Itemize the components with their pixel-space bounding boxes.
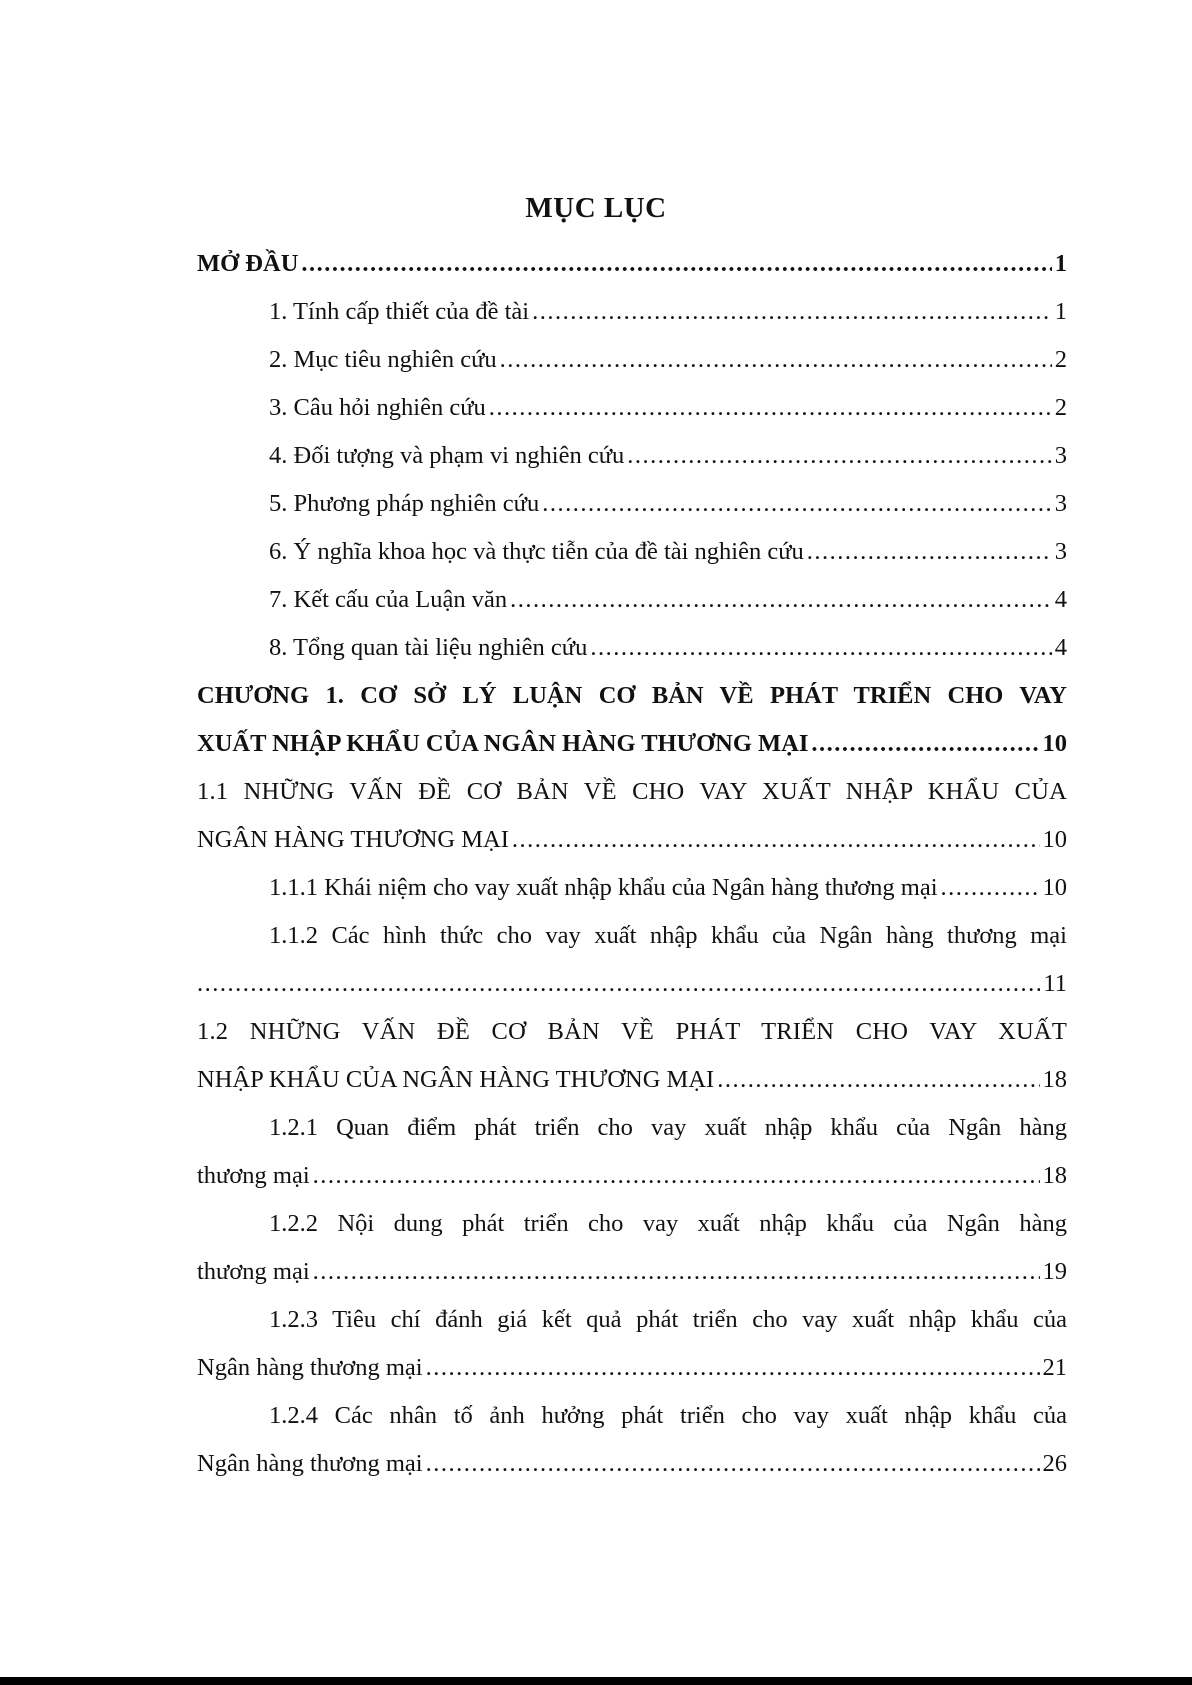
toc-entry-label: 5. Phương pháp nghiên cứu xyxy=(269,490,540,517)
toc-entry-label: 1. Tính cấp thiết của đề tài xyxy=(269,298,530,325)
toc-entry[interactable] xyxy=(197,240,1067,288)
toc-leader-dots xyxy=(426,1344,1040,1392)
toc-entry[interactable] xyxy=(197,432,1067,480)
toc-page-number: 19 xyxy=(1042,1258,1067,1285)
toc-entry[interactable] xyxy=(197,864,1067,912)
toc-entry-label-line1: 1.1.2 Các hình thức cho vay xuất nhập khẩu của Ngân hàng thương mại xyxy=(269,922,1067,949)
toc-page-number: 1 xyxy=(1054,250,1067,277)
toc-leader-dots xyxy=(512,816,1040,864)
toc-entry-1-2-3[interactable] xyxy=(197,1296,1067,1392)
toc-leader-dots xyxy=(590,624,1051,672)
toc-page-number: 3 xyxy=(1054,538,1067,565)
toc-entry-label: MỞ ĐẦU xyxy=(197,250,299,277)
toc-entry-label-line2: Ngân hàng thương mại xyxy=(197,1450,423,1477)
toc-entry-1-1-2[interactable] xyxy=(197,912,1067,1008)
toc-page-number: 21 xyxy=(1042,1354,1067,1381)
toc-entry-label-line2: NHẬP KHẨU CỦA NGÂN HÀNG THƯƠNG MẠI xyxy=(197,1066,715,1093)
toc-leader-dots xyxy=(313,1248,1040,1296)
toc-page-number: 1 xyxy=(1054,298,1067,325)
page-bottom-edge xyxy=(0,1677,1192,1685)
toc-entry-label: 1.1.1 Khái niệm cho vay xuất nhập khẩu của Ngân hàng thương mại xyxy=(269,874,938,901)
toc-leader-dots xyxy=(426,1440,1040,1488)
toc-page-number: 4 xyxy=(1054,586,1067,613)
toc-entry-label: 4. Đối tượng và phạm vi nghiên cứu xyxy=(269,442,625,469)
toc-entry-label-line2: XUẤT NHẬP KHẨU CỦA NGÂN HÀNG THƯƠNG MẠI xyxy=(197,730,809,757)
toc-leader-dots xyxy=(301,240,1051,288)
toc-page-number: 18 xyxy=(1042,1066,1067,1093)
toc-entry[interactable] xyxy=(197,384,1067,432)
toc-page-number: 3 xyxy=(1054,490,1067,517)
toc-entry[interactable] xyxy=(197,528,1067,576)
toc-entry-label-line1: 1.2.1 Quan điểm phát triển cho vay xuất nhập khẩu của Ngân hàng xyxy=(269,1114,1067,1141)
toc-entry[interactable] xyxy=(197,480,1067,528)
toc-leader-dots xyxy=(532,288,1052,336)
toc-leader-dots xyxy=(811,720,1039,768)
toc-leader-dots xyxy=(941,864,1040,912)
toc-leader-dots xyxy=(542,480,1052,528)
toc-entry-label: 8. Tổng quan tài liệu nghiên cứu xyxy=(269,634,588,661)
toc-entry-label: 3. Câu hỏi nghiên cứu xyxy=(269,394,486,421)
toc-page-number: 10 xyxy=(1042,874,1067,901)
toc-page-number: 10 xyxy=(1042,826,1067,853)
toc-page-number: 11 xyxy=(1043,970,1067,997)
toc-page-number: 26 xyxy=(1042,1450,1067,1477)
toc-leader-dots xyxy=(197,960,1040,1008)
toc-entry[interactable] xyxy=(197,288,1067,336)
toc-entry-1-2-1[interactable] xyxy=(197,1104,1067,1200)
toc-entry-section-1-1[interactable] xyxy=(197,768,1067,864)
toc-leader-dots xyxy=(313,1152,1040,1200)
toc-entry[interactable] xyxy=(197,624,1067,672)
toc-leader-dots xyxy=(510,576,1052,624)
toc-page-number: 10 xyxy=(1042,730,1067,757)
toc-entry-label-line2: thương mại xyxy=(197,1258,310,1285)
toc-page-number: 2 xyxy=(1054,394,1067,421)
toc-entry[interactable] xyxy=(197,576,1067,624)
toc-entry-label-line2: Ngân hàng thương mại xyxy=(197,1354,423,1381)
toc-page-number: 4 xyxy=(1054,634,1067,661)
toc-entry-label-line1: 1.2.2 Nội dung phát triển cho vay xuất nhập khẩu của Ngân hàng xyxy=(269,1210,1067,1237)
toc-entry-label-line1: CHƯƠNG 1. CƠ SỞ LÝ LUẬN CƠ BẢN VỀ PHÁT TRIỂN CHO VAY xyxy=(197,682,1067,709)
toc-page-number: 18 xyxy=(1042,1162,1067,1189)
toc-entry-section-1-2[interactable] xyxy=(197,1008,1067,1104)
page-title: MỤC LỤC xyxy=(525,192,667,224)
toc-page-number: 3 xyxy=(1054,442,1067,469)
toc-entry-1-2-2[interactable] xyxy=(197,1200,1067,1296)
toc-leader-dots xyxy=(500,336,1052,384)
toc-page-number: 2 xyxy=(1054,346,1067,373)
toc-entry-label-line1: 1.2 NHỮNG VẤN ĐỀ CƠ BẢN VỀ PHÁT TRIỂN CHO VAY XUẤT xyxy=(197,1018,1067,1045)
toc-entry-label-line1: 1.2.4 Các nhân tố ảnh hưởng phát triển cho vay xuất nhập khẩu của xyxy=(269,1402,1067,1429)
toc-entry-chapter-1[interactable] xyxy=(197,672,1067,768)
toc-entry-label-line2: NGÂN HÀNG THƯƠNG MẠI xyxy=(197,826,509,853)
toc-leader-dots xyxy=(807,528,1052,576)
toc-leader-dots xyxy=(717,1056,1039,1104)
toc-entry-label-line1: 1.2.3 Tiêu chí đánh giá kết quả phát triển cho vay xuất nhập khẩu của xyxy=(269,1306,1067,1333)
toc-entry[interactable] xyxy=(197,336,1067,384)
toc-entry-1-2-4[interactable] xyxy=(197,1392,1067,1488)
toc-entry-label-line2: thương mại xyxy=(197,1162,310,1189)
toc-entry-label: 7. Kết cấu của Luận văn xyxy=(269,586,508,613)
toc-entry-label-line1: 1.1 NHỮNG VẤN ĐỀ CƠ BẢN VỀ CHO VAY XUẤT NHẬP KHẨU CỦA xyxy=(197,778,1067,805)
toc-entry-label: 6. Ý nghĩa khoa học và thực tiễn của đề tài nghiên cứu xyxy=(269,538,804,565)
toc-leader-dots xyxy=(489,384,1052,432)
table-of-contents xyxy=(197,240,1067,1488)
toc-leader-dots xyxy=(627,432,1052,480)
toc-entry-label: 2. Mục tiêu nghiên cứu xyxy=(269,346,497,373)
